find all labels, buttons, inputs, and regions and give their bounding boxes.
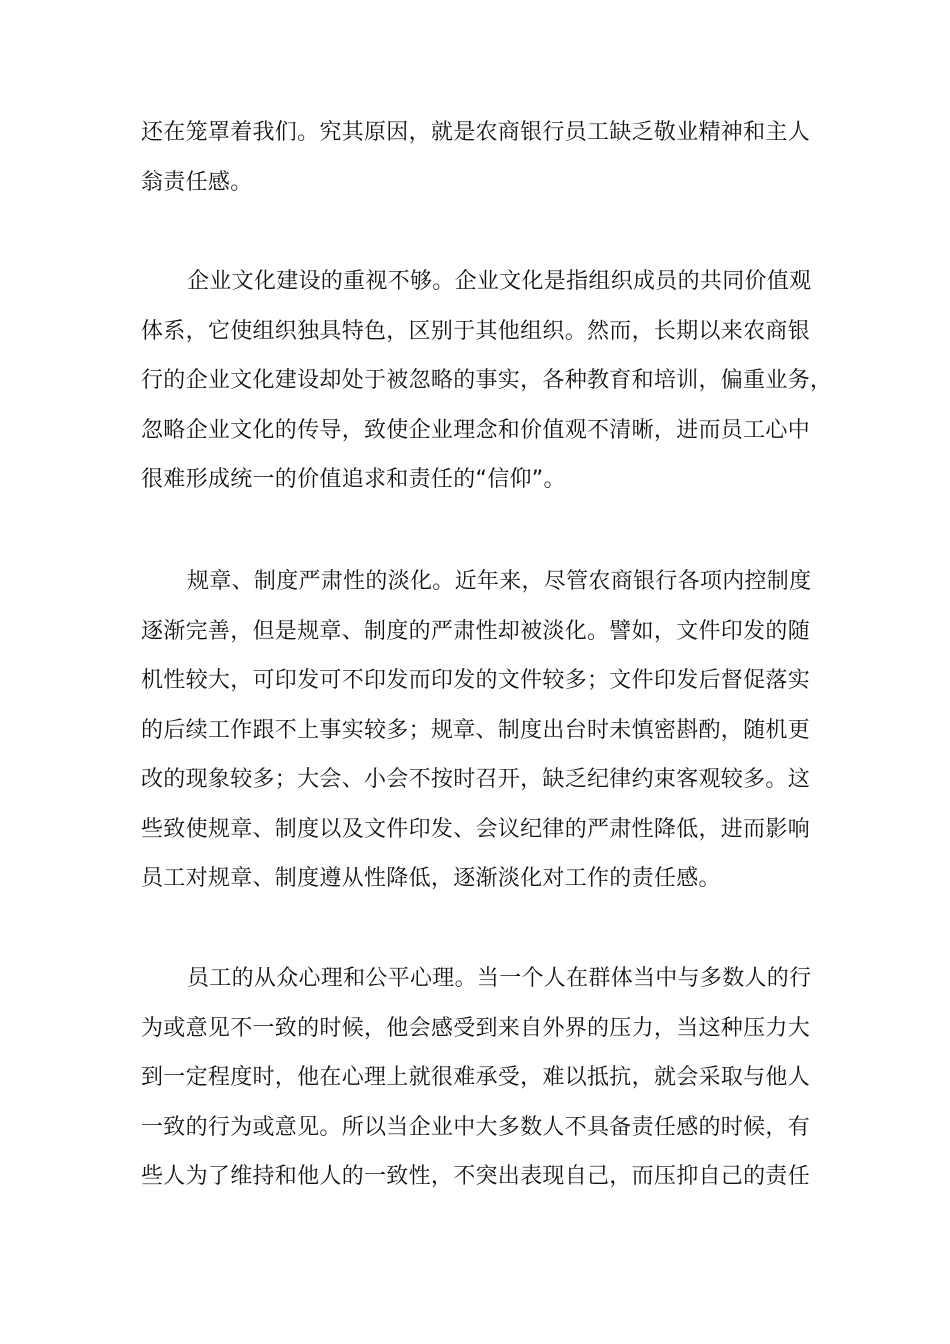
- paragraph-line: 企业文化建设的重视不够。企业文化是指组织成员的共同价值观: [187, 269, 812, 294]
- paragraph-line: 还在笼罩着我们。究其原因，就是农商银行员工缺乏敬业精神和主人: [141, 120, 811, 145]
- paragraph-2: [141, 257, 833, 505]
- paragraph-line: 机性较大，可印发可不印发而印发的文件较多；文件印发后督促落实: [141, 668, 811, 693]
- paragraph-line: 忽略企业文化的传导，致使企业理念和价值观不清晰，进而员工心中: [141, 417, 811, 443]
- paragraph-line: 些致使规章、制度以及文件印发、会议纪律的严肃性降低，进而影响: [141, 816, 811, 842]
- paragraph-line: 改的现象较多；大会、小会不按时召开，缺乏纪律约束客观较多。这: [141, 767, 811, 792]
- paragraph-4: [141, 954, 821, 1202]
- paragraph-3: [141, 557, 821, 904]
- paragraph-line: 一致的行为或意见。所以当企业中大多数人不具备责任感的时候，有: [141, 1114, 811, 1140]
- paragraph-1: [141, 108, 821, 207]
- paragraph-line: 翁责任感。: [141, 169, 253, 195]
- paragraph-line: 逐渐完善，但是规章、制度的严肃性却被淡化。譬如，文件印发的随: [141, 618, 811, 644]
- paragraph-line: 的后续工作跟不上事实较多；规章、制度出台时未慎密斟酌，随机更: [141, 717, 811, 743]
- paragraph-line: 员工的从众心理和公平心理。当一个人在群体当中与多数人的行: [187, 966, 812, 991]
- paragraph-line: 些人为了维持和他人的一致性，不突出表现自己，而压抑自己的责任: [141, 1164, 811, 1189]
- paragraph-line: 体系，它使组织独具特色，区别于其他组织。然而，长期以来农商银: [141, 318, 811, 344]
- paragraph-line: 员工对规章、制度遵从性降低，逐渐淡化对工作的责任感。: [141, 866, 721, 891]
- paragraph-line: 行的企业文化建设却处于被忽略的事实，各种教育和培训，偏重业务，: [141, 368, 833, 393]
- paragraph-line: 为或意见不一致的时候，他会感受到来自外界的压力，当这种压力大: [141, 1015, 811, 1041]
- paragraph-line: 规章、制度严肃性的淡化。近年来，尽管农商银行各项内控制度: [187, 569, 812, 594]
- paragraph-line: 很难形成统一的价值追求和责任的“信仰”。: [141, 467, 566, 492]
- paragraph-line: 到一定程度时，他在心理上就很难承受，难以抵抗，就会采取与他人: [141, 1065, 811, 1090]
